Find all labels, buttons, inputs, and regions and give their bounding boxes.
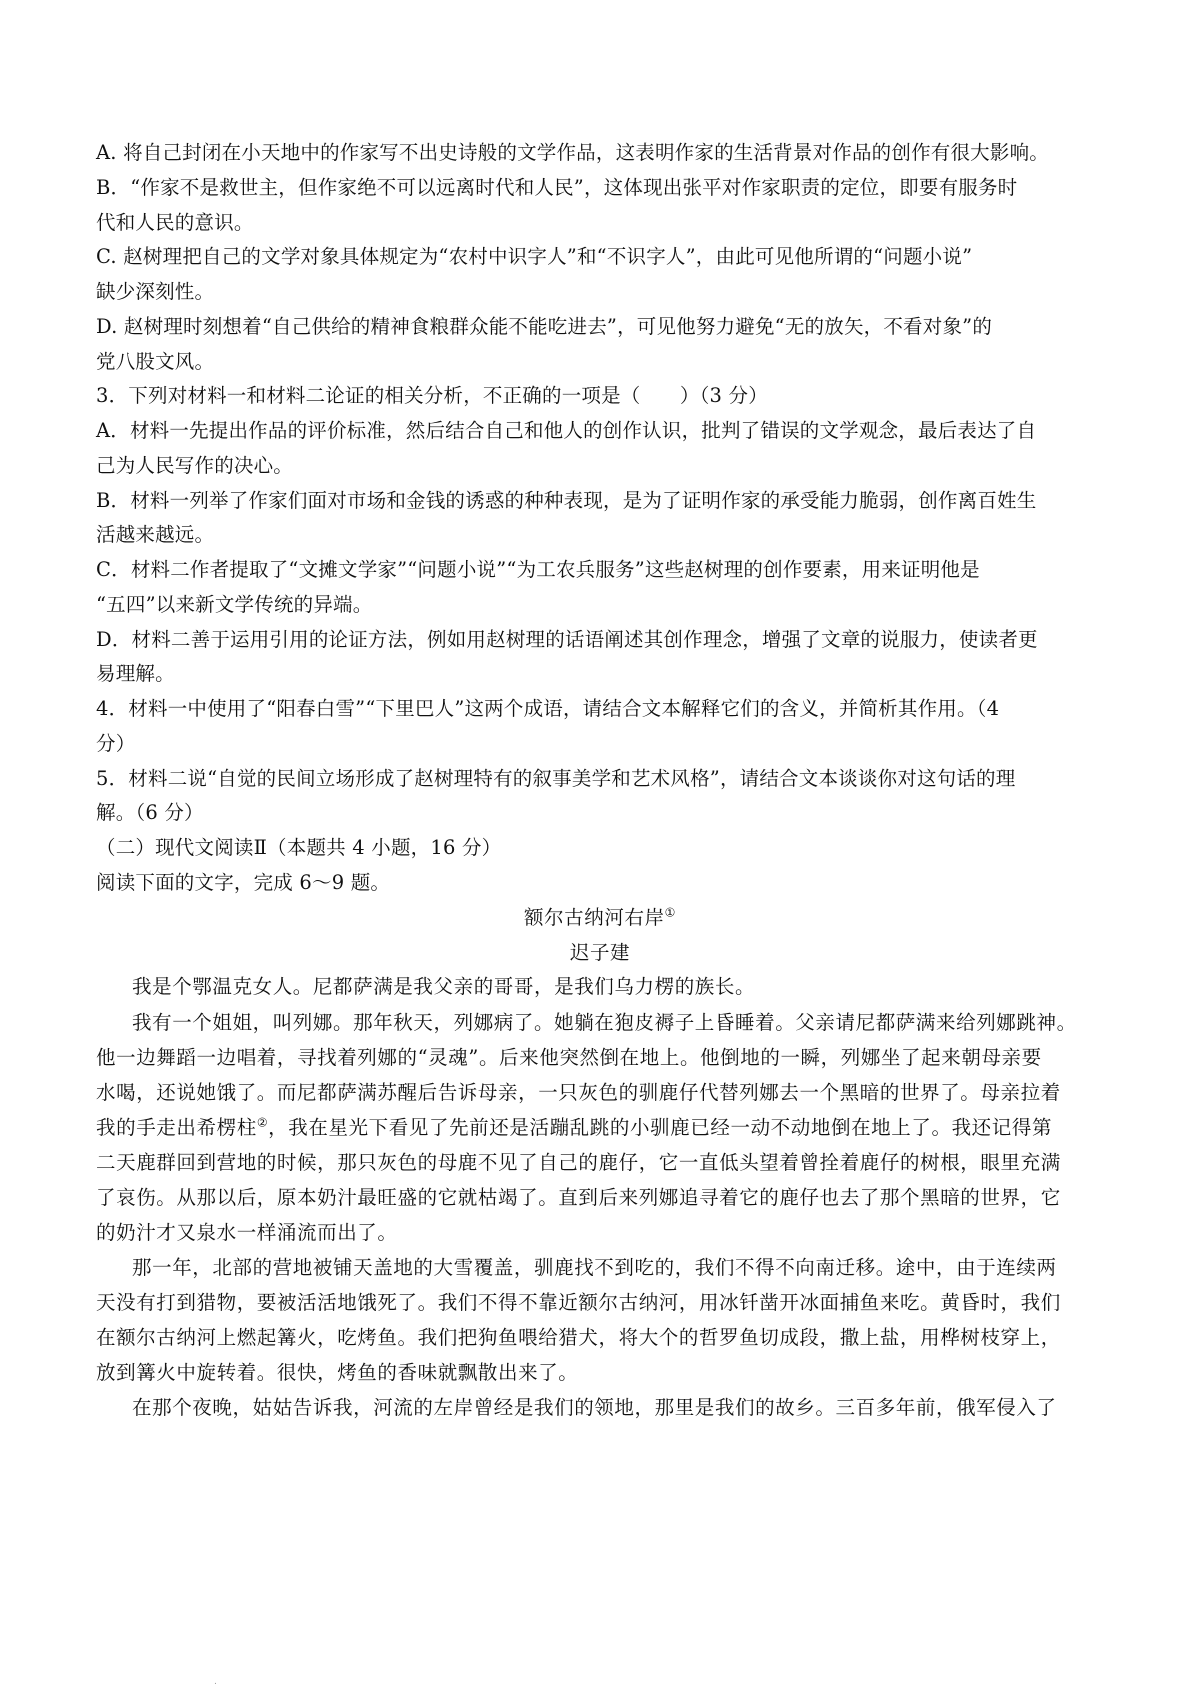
story-paragraph-line: 二天鹿群回到营地的时候，那只灰色的母鹿不见了自己的鹿仔，它一直低头望着曾拴着鹿仔的树根，眼里充满 bbox=[96, 1151, 1061, 1174]
story-paragraph: 我是个鄂温克女人。尼都萨满是我父亲的哥哥，是我们乌力楞的族长。 bbox=[132, 975, 756, 998]
story-paragraph-line: 在额尔古纳河上燃起篝火，吃烤鱼。我们把狗鱼喂给猎犬，将大个的哲罗鱼切成段，撒上盐，用桦树枝穿上， bbox=[96, 1326, 1061, 1349]
q3-option-c: C．材料二作者提取了“文摊文学家”“问题小说”“为工农兵服务”这些赵树理的创作要素，用来证明他是 bbox=[96, 558, 980, 581]
story-paragraph: 在那个夜晚，姑姑告诉我，河流的左岸曾经是我们的领地，那里是我们的故乡。三百多年前，俄军侵入了 bbox=[132, 1396, 1057, 1419]
story-text: ，我在星光下看见了先前还是活蹦乱跳的小驯鹿已经一动不动地倒在地上了。我还记得第 bbox=[268, 1116, 1053, 1139]
story-paragraph: 那一年，北部的营地被铺天盖地的大雪覆盖，驯鹿找不到吃的，我们不得不向南迁移。途中，由于连续两 bbox=[132, 1256, 1057, 1279]
story-text: 我的手走出希楞柱 bbox=[96, 1116, 257, 1139]
q4-text-cont: 分） bbox=[96, 732, 136, 755]
q2-option-c: C. 赵树理把自己的文学对象具体规定为“农村中识字人”和“不识字人”，由此可见他所谓的“问题小说” bbox=[96, 245, 973, 268]
story-paragraph: 我有一个姐姐，叫列娜。那年秋天，列娜病了。她躺在狍皮褥子上昏睡着。父亲请尼都萨满来给列娜跳神。 bbox=[132, 1011, 1077, 1034]
q2-option-b-cont: 代和人民的意识。 bbox=[96, 211, 254, 234]
story-paragraph-line bbox=[96, 1114, 1116, 1142]
q2-option-a: A. 将自己封闭在小天地中的作家写不出史诗般的文学作品，这表明作家的生活背景对作品的创作有很大影响。 bbox=[96, 141, 1049, 164]
section-instruction: 阅读下面的文字，完成 6～9 题。 bbox=[96, 871, 391, 894]
q3-option-c-cont: “五四”以来新文学传统的异端。 bbox=[96, 593, 373, 616]
footnote-marker: ② bbox=[256, 1115, 269, 1130]
q5-text: 5．材料二说“自觉的民间立场形成了赵树理特有的叙事美学和艺术风格”，请结合文本谈谈你对这句话的理 bbox=[96, 767, 1016, 790]
q2-option-b: B．“作家不是救世主，但作家绝不可以远离时代和人民”，这体现出张平对作家职责的定位，即要有服务时 bbox=[96, 176, 1018, 199]
story-paragraph-line: 的奶汁才又泉水一样涌流而出了。 bbox=[96, 1221, 398, 1244]
q3-stem: 3．下列对材料一和材料二论证的相关分析，不正确的一项是（ ）（3 分） bbox=[96, 384, 768, 407]
story-paragraph-line: 天没有打到猎物，要被活活地饿死了。我们不得不靠近额尔古纳河，用冰钎凿开冰面捕鱼来吃。黄昏时，我们 bbox=[96, 1291, 1061, 1314]
footnote-marker: ① bbox=[664, 905, 677, 920]
section-heading: （二）现代文阅读Ⅱ（本题共 4 小题，16 分） bbox=[96, 836, 502, 859]
q2-option-d-cont: 党八股文风。 bbox=[96, 350, 215, 373]
story-title-text: 额尔古纳河右岸 bbox=[523, 906, 665, 929]
q3-option-d-cont: 易理解。 bbox=[96, 662, 175, 685]
q3-option-b: B．材料一列举了作家们面对市场和金钱的诱惑的种种表现，是为了证明作家的承受能力脆弱，创作离百姓生 bbox=[96, 489, 1037, 512]
story-paragraph-line: 放到篝火中旋转着。很快，烤鱼的香味就飘散出来了。 bbox=[96, 1361, 579, 1384]
q4-text: 4．材料一中使用了“阳春白雪”“下里巴人”这两个成语，请结合文本解释它们的含义，并简析其作用。（4 bbox=[96, 697, 1000, 720]
q3-option-a: A．材料一先提出作品的评价标准，然后结合自己和他人的创作认识，批判了错误的文学观念，最后表达了自 bbox=[96, 419, 1037, 442]
q3-option-d: D．材料二善于运用引用的论证方法，例如用赵树理的话语阐述其创作理念，增强了文章的说服力，使读者更 bbox=[96, 628, 1038, 651]
footer-mark: . bbox=[214, 1677, 217, 1687]
q3-option-a-cont: 己为人民写作的决心。 bbox=[96, 454, 294, 477]
story-paragraph-line: 他一边舞蹈一边唱着，寻找着列娜的“灵魂”。后来他突然倒在地上。他倒地的一瞬，列娜坐了起来朝母亲要 bbox=[96, 1046, 1042, 1069]
story-author: 迟子建 bbox=[569, 941, 631, 964]
story-paragraph-line: 水喝，还说她饿了。而尼都萨满苏醒后告诉母亲，一只灰色的驯鹿仔代替列娜去一个黑暗的世界了。母亲拉着 bbox=[96, 1081, 1061, 1104]
story-paragraph-line: 了哀伤。从那以后，原本奶汁最旺盛的它就枯竭了。直到后来列娜追寻着它的鹿仔也去了那个黑暗的世界，它 bbox=[96, 1186, 1061, 1209]
q5-text-cont: 解。（6 分） bbox=[96, 801, 204, 824]
q2-option-c-cont: 缺少深刻性。 bbox=[96, 280, 215, 303]
story-title bbox=[0, 904, 1200, 932]
q2-option-d: D. 赵树理时刻想着“自己供给的精神食粮群众能不能吃进去”，可见他努力避免“无的放矢，不看对象”的 bbox=[96, 315, 993, 338]
q3-option-b-cont: 活越来越远。 bbox=[96, 523, 215, 546]
